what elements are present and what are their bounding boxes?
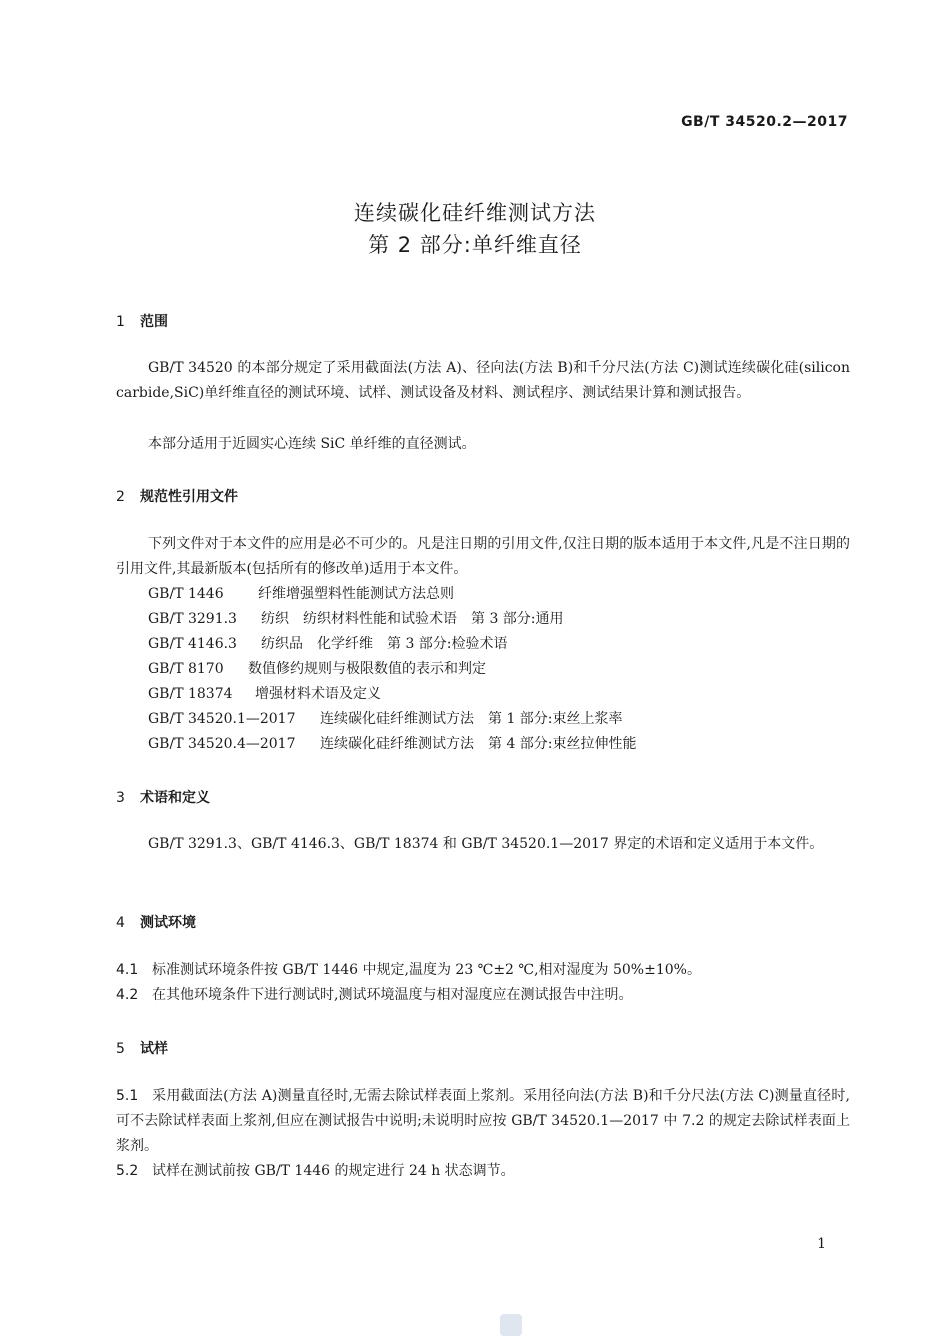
clause-5-1 xyxy=(116,1084,850,1159)
section-title: 术语和定义 xyxy=(140,790,210,806)
section-5-heading xyxy=(116,1038,168,1058)
reference-title: 纤维增强塑料性能测试方法总则 xyxy=(258,586,454,602)
reference-title: 数值修约规则与极限数值的表示和判定 xyxy=(248,661,486,677)
reference-code: GB/T 1446 xyxy=(148,586,224,602)
reference-item xyxy=(148,607,564,632)
clause-text: 采用截面法(方法 A)测量直径时,无需去除试样表面上浆剂。采用径向法(方法 B)和千分尺法(方法 C)测量直径时,可不去除试样表面上浆剂,但应在测试报告中说明;未说明时应按 GB/T 34520.1—2017 中 7.2 的规定去除试样表面上浆剂。 xyxy=(116,1088,850,1154)
clause-4-2 xyxy=(116,983,850,1008)
section-number: 2 xyxy=(116,489,125,505)
section-title: 测试环境 xyxy=(140,915,196,931)
section-1-heading xyxy=(116,311,168,331)
section-title: 范围 xyxy=(140,314,168,330)
clause-text: 在其他环境条件下进行测试时,测试环境温度与相对湿度应在测试报告中注明。 xyxy=(152,987,633,1003)
clause-text: 试样在测试前按 GB/T 1446 的规定进行 24 h 状态调节。 xyxy=(152,1163,515,1179)
section-title: 试样 xyxy=(140,1041,168,1057)
standard-number: GB/T 34520.2—2017 xyxy=(681,114,848,130)
reference-code: GB/T 4146.3 xyxy=(148,636,237,652)
section-title: 规范性引用文件 xyxy=(140,489,238,505)
page-number: 1 xyxy=(817,1236,826,1252)
document-title-line2: 第 2 部分:单纤维直径 xyxy=(368,233,582,257)
document-title-line1: 连续碳化硅纤维测试方法 xyxy=(354,201,596,225)
clause-number: 5.1 xyxy=(116,1088,139,1104)
reference-title: 连续碳化硅纤维测试方法 第 1 部分:束丝上浆率 xyxy=(320,711,623,727)
reference-title: 增强材料术语及定义 xyxy=(255,686,381,702)
reference-code: GB/T 34520.1—2017 xyxy=(148,711,296,727)
section-number: 3 xyxy=(116,790,125,806)
reference-item xyxy=(148,632,508,657)
section-1-paragraph-2: 本部分适用于近圆实心连续 SiC 单纤维的直径测试。 xyxy=(148,436,476,452)
section-3-heading xyxy=(116,787,210,807)
clause-number: 4.1 xyxy=(116,962,139,978)
reference-item xyxy=(148,682,381,707)
section-2-heading xyxy=(116,486,238,506)
reference-item xyxy=(148,707,623,732)
section-4-heading xyxy=(116,912,196,932)
reference-item xyxy=(148,732,637,757)
clause-number: 4.2 xyxy=(116,987,139,1003)
watermark-logo-icon xyxy=(500,1314,522,1336)
clause-number: 5.2 xyxy=(116,1163,139,1179)
reference-code: GB/T 3291.3 xyxy=(148,611,237,627)
reference-title: 纺织品 化学纤维 第 3 部分:检验术语 xyxy=(261,636,508,652)
section-3-paragraph-1: GB/T 3291.3、GB/T 4146.3、GB/T 18374 和 GB/T 34520.1—2017 界定的术语和定义适用于本文件。 xyxy=(148,836,824,852)
section-number: 4 xyxy=(116,915,125,931)
reference-item xyxy=(148,582,454,607)
reference-code: GB/T 8170 xyxy=(148,661,224,677)
reference-code: GB/T 34520.4—2017 xyxy=(148,736,296,752)
reference-code: GB/T 18374 xyxy=(148,686,233,702)
reference-item xyxy=(148,657,486,682)
clause-5-2 xyxy=(116,1159,850,1184)
section-number: 1 xyxy=(116,314,125,330)
reference-title: 纺织 纺织材料性能和试验术语 第 3 部分:通用 xyxy=(261,611,564,627)
section-number: 5 xyxy=(116,1041,125,1057)
section-2-intro: 下列文件对于本文件的应用是必不可少的。凡是注日期的引用文件,仅注日期的版本适用于本文件,凡是不注日期的引用文件,其最新版本(包括所有的修改单)适用于本文件。 xyxy=(116,536,850,577)
clause-4-1 xyxy=(116,958,850,983)
section-1-paragraph-1: GB/T 34520 的本部分规定了采用截面法(方法 A)、径向法(方法 B)和千分尺法(方法 C)测试连续碳化硅(silicon carbide,SiC)单纤维直径的测试环境、试样、测试设备及材料、测试程序、测试结果计算和测试报告。 xyxy=(116,360,850,401)
clause-text: 标准测试环境条件按 GB/T 1446 中规定,温度为 23 ℃±2 ℃,相对湿度为 50%±10%。 xyxy=(152,962,701,978)
reference-title: 连续碳化硅纤维测试方法 第 4 部分:束丝拉伸性能 xyxy=(320,736,637,752)
